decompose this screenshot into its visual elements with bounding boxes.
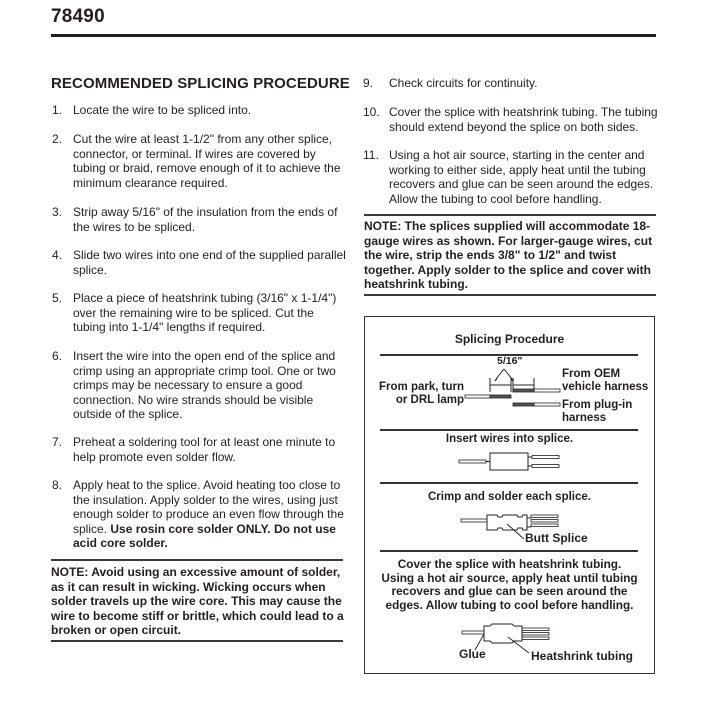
note-top-rule bbox=[51, 559, 343, 561]
step-cover-label bbox=[365, 558, 654, 612]
glue-label: Glue bbox=[459, 647, 486, 661]
insert-splice-illustration bbox=[365, 447, 654, 477]
label-line: From plug-in bbox=[562, 399, 633, 411]
note-bottom-rule bbox=[364, 294, 656, 296]
note-wire-gauge: NOTE: The splices supplied will accommodate 18-gauge wires as shown. For larger-gauge wires, cut the wire, strip the ends 3/8" to 1/2" and twist together. Apply solder to the splice and cover with heatshrink tubing. bbox=[364, 219, 653, 292]
step-text: Locate the wire to be spliced into. bbox=[73, 103, 252, 117]
strip-length-label: 5/16" bbox=[497, 355, 523, 367]
step-number: 10. bbox=[363, 105, 380, 119]
label-line: or DRL lamp bbox=[395, 394, 464, 406]
step-insert-label: Insert wires into splice. bbox=[445, 433, 574, 445]
label-line: From park, turn bbox=[379, 381, 464, 393]
step-number: 1. bbox=[52, 103, 63, 117]
step-text: Preheat a soldering tool for at least one minute to help promote even solder flow. bbox=[73, 435, 336, 464]
step-text: Using a hot air source, starting in the center and working to either side, apply heat until the tubing recovers and glue can be seen around the edges. Allow the tubing to cool before handling. bbox=[389, 148, 654, 206]
step-text: Cover the splice with heatshrink tubing. The tubing should extend beyond the splice on both sides. bbox=[389, 105, 658, 134]
note-wicking: NOTE: Avoid using an excessive amount of solder, as it can result in wicking. Wicking occurs when solder travels up the wire core. This may cause the wire to become stiff or brittle, which could lead to a broken or open circuit. bbox=[51, 565, 344, 638]
cover-line: edges. Allow tubing to cool before handling. bbox=[385, 597, 634, 612]
step-number: 11. bbox=[363, 148, 379, 162]
label-line: From OEM bbox=[562, 368, 621, 380]
label-line: vehicle harness bbox=[562, 381, 649, 393]
note-top-rule bbox=[364, 214, 656, 216]
note-bottom-rule bbox=[51, 640, 343, 642]
cover-line: Using a hot air source, apply heat until tubing bbox=[381, 570, 638, 585]
document-number: 78490 bbox=[51, 6, 105, 27]
step-number: 8. bbox=[52, 478, 63, 492]
step-text: Slide two wires into one end of the supplied parallel splice. bbox=[73, 248, 346, 277]
header-divider bbox=[51, 34, 656, 37]
step-number: 2. bbox=[52, 132, 63, 146]
step-text: Insert the wire into the open end of the splice and crimp using an appropriate crimp tool. One or two crimps may be necessary to ensure a good connection. No wire strands should be visible outside of the splice. bbox=[73, 349, 336, 422]
step-text-bold-warning: Use rosin core solder ONLY. Do not use acid core solder. bbox=[73, 521, 336, 551]
splicing-diagram bbox=[364, 316, 655, 674]
diagram-divider bbox=[380, 550, 638, 552]
label-line: harness bbox=[562, 412, 607, 424]
step-text: Check circuits for continuity. bbox=[389, 76, 538, 90]
step-text bbox=[73, 478, 349, 551]
diagram-divider bbox=[380, 482, 638, 484]
step-text: Place a piece of heatshrink tubing (3/16" x 1-1/4") over the remaining wire to be spliced. Cut the tubing into 1-1/4" lengths if required. bbox=[73, 291, 337, 335]
step-text-regular: Apply heat to the splice. Avoid heating too close to the insulation. Apply solder to the wires, using just enough solder to produce an even flow through the splice. bbox=[73, 478, 344, 536]
step-text: Cut the wire at least 1-1/2" from any other splice, connector, or terminal. If wires are covered by tubing or braid, remove enough of it to achieve the minimum clearance required. bbox=[73, 132, 341, 190]
step-number: 4. bbox=[52, 248, 63, 262]
step-crimp-label: Crimp and solder each splice. bbox=[428, 491, 591, 503]
wire-strip-illustration bbox=[365, 317, 654, 437]
step-text: Strip away 5/16" of the insulation from the ends of the wires to be spliced. bbox=[73, 205, 338, 234]
section-title: RECOMMENDED SPLICING PROCEDURE bbox=[51, 75, 350, 92]
step-number: 3. bbox=[52, 205, 63, 219]
cover-line: Cover the splice with heatshrink tubing. bbox=[397, 557, 622, 571]
diagram-divider bbox=[380, 429, 638, 431]
step-number: 5. bbox=[52, 291, 63, 305]
step-number: 7. bbox=[52, 435, 63, 449]
heatshrink-tubing-label: Heatshrink tubing bbox=[531, 649, 634, 663]
step-number: 9. bbox=[363, 76, 374, 90]
cover-line: recovers and glue can be seen around the bbox=[391, 584, 628, 599]
diagram-title: Splicing Procedure bbox=[454, 332, 565, 346]
step-number: 6. bbox=[52, 349, 63, 363]
butt-splice-label: Butt Splice bbox=[525, 531, 588, 545]
